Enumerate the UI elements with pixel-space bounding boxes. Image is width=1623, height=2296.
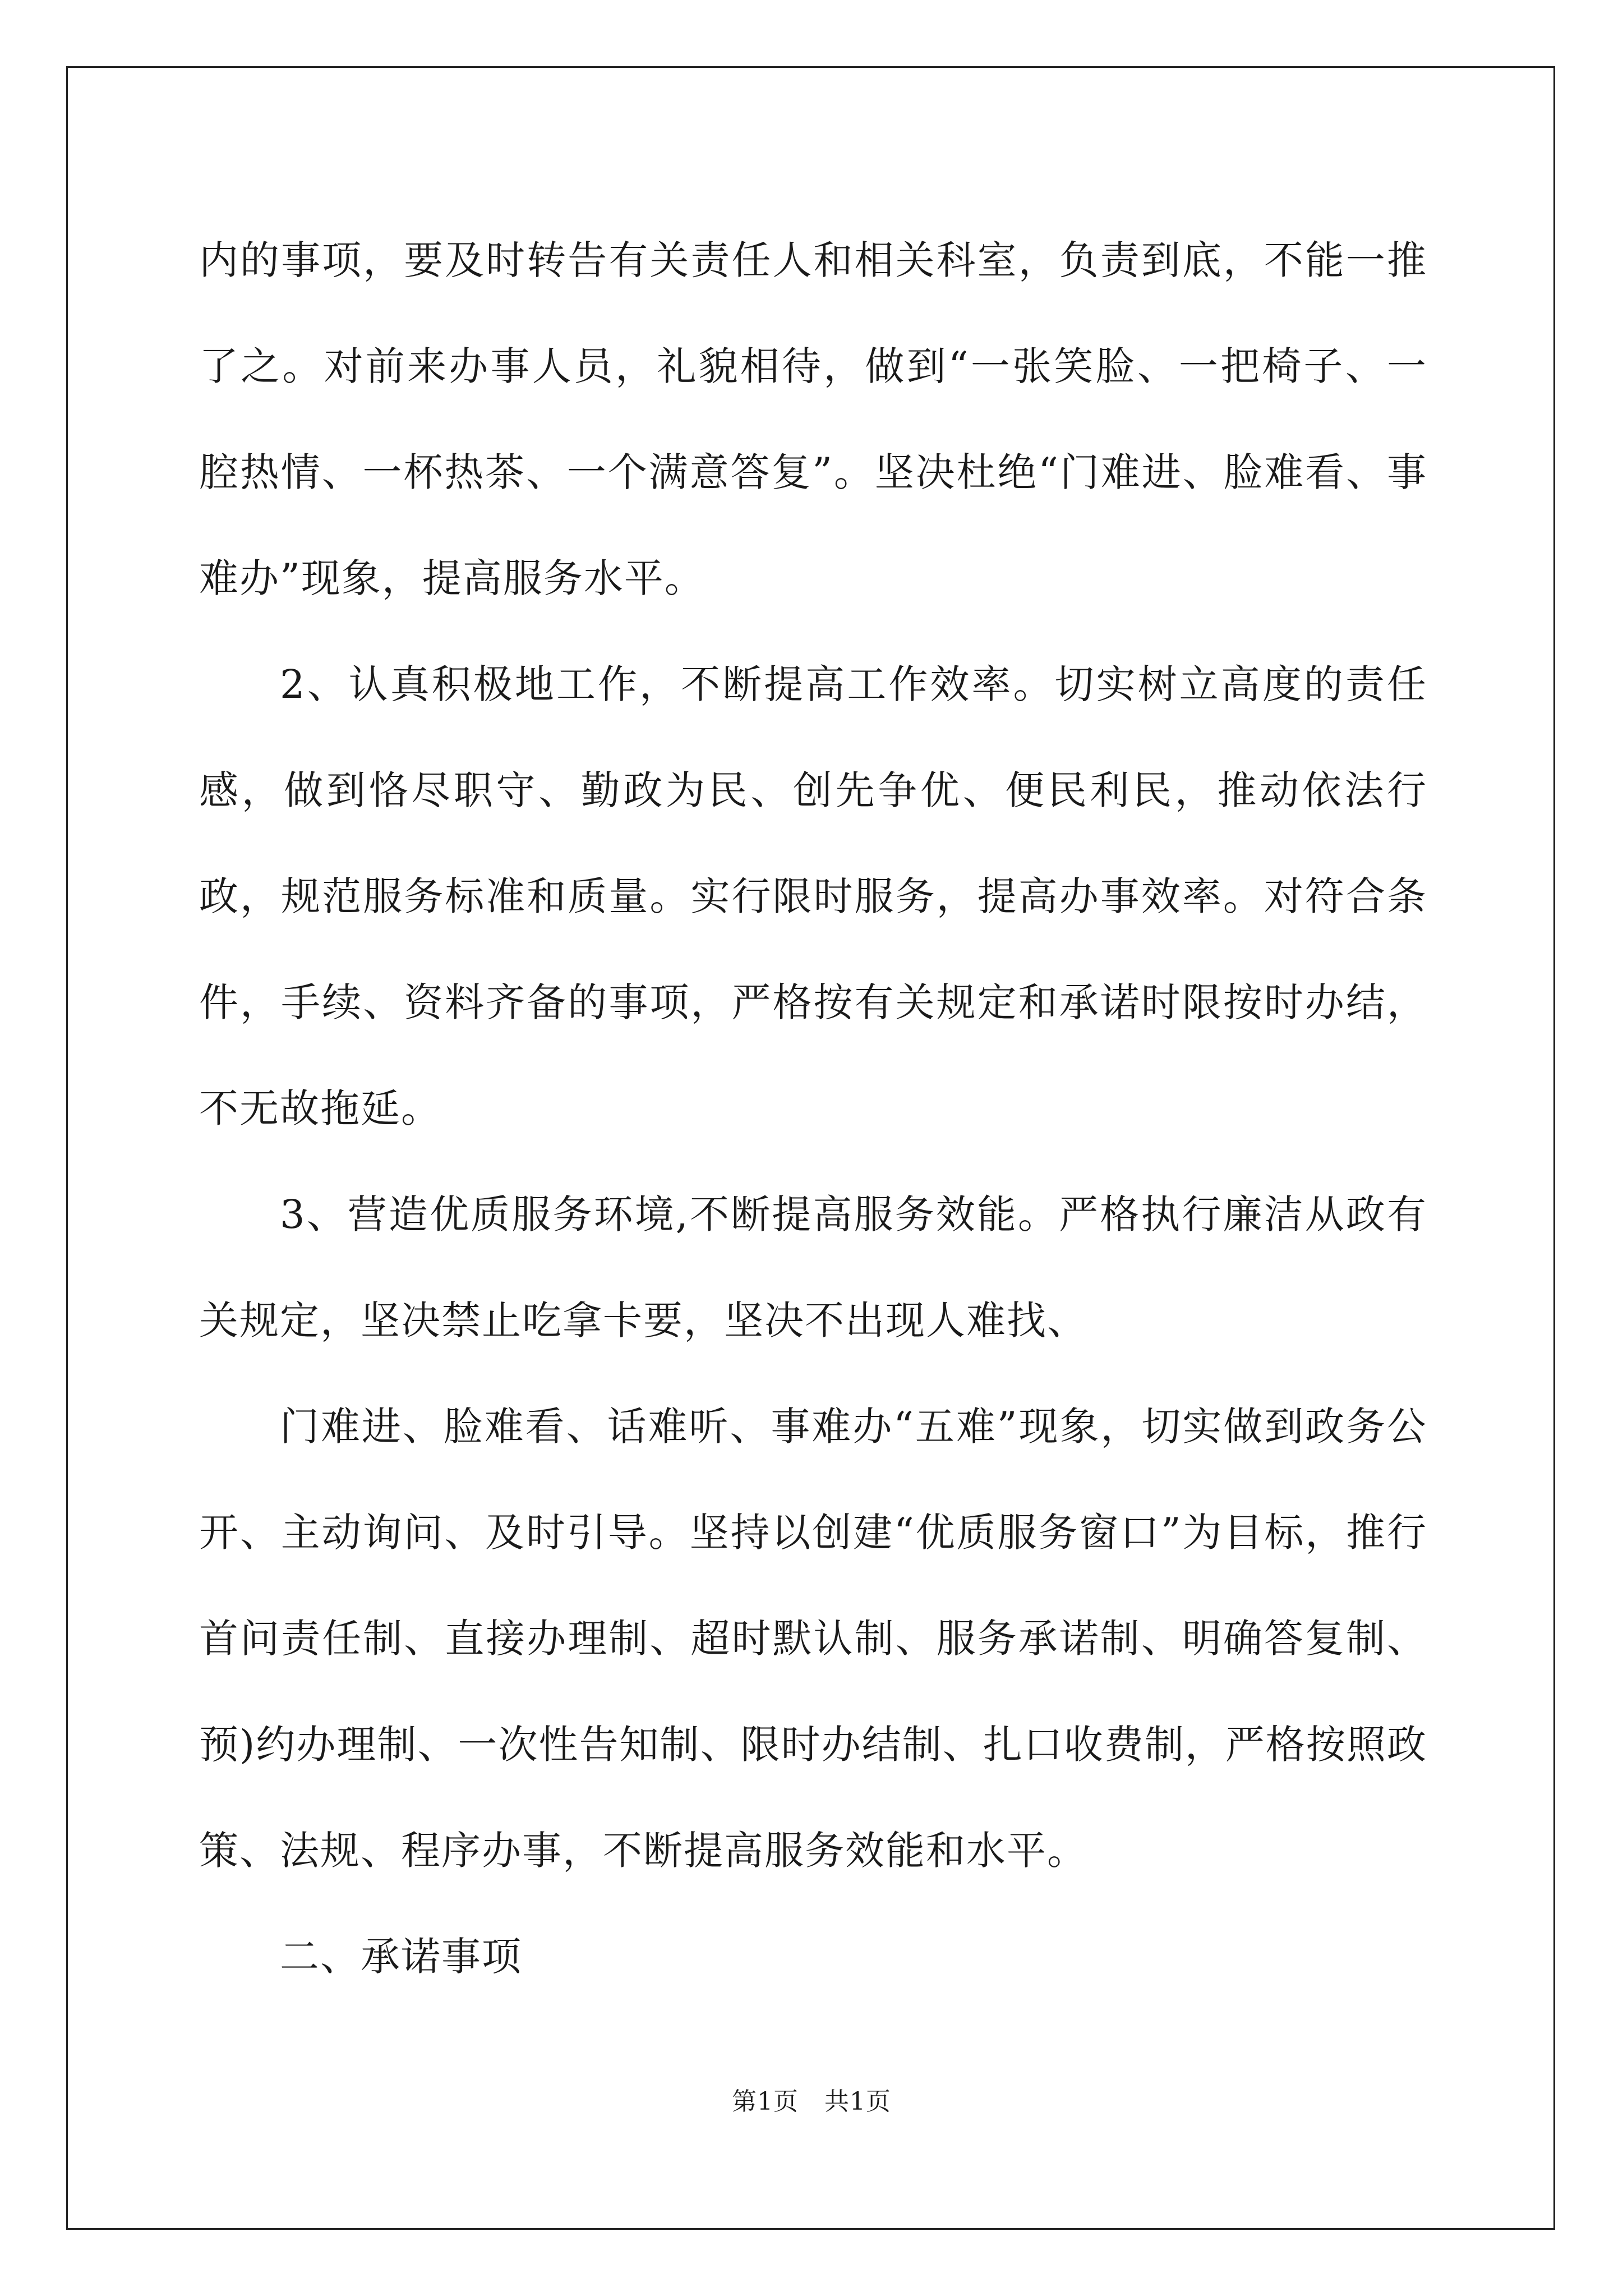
page-total: 共1页 xyxy=(824,2087,891,2116)
page-number: 第1页 xyxy=(732,2087,799,2116)
paragraph-item-2: 2、认真积极地工作，不断提高工作效率。切实树立高度的责任感，做到恪尽职守、勤政为民、创先争优、便民利民，推动依法行政，规范服务标准和质量。实行限时服务，提高办事效率。对符合条件，手续、资料齐备的事项，严格按有关规定和承诺时限按时办结，不无故拖延。 xyxy=(199,661,1427,1131)
paragraph-item-3: 3、营造优质服务环境,不断提高服务效能。严格执行廉洁从政有关规定，坚决禁止吃拿卡要，坚决不出现人难找、 xyxy=(199,1191,1427,1343)
document-body xyxy=(199,208,1427,2010)
page-footer xyxy=(0,2081,1623,2117)
paragraph-item-3-continued: 门难进、脸难看、话难听、事难办“五难”现象，切实做到政务公开、主动询问、及时引导。坚持以创建“优质服务窗口”为目标，推行首问责任制、直接办理制、超时默认制、服务承诺制、明确答复制、预)约办理制、一次性告知制、限时办结制、扎口收费制，严格按照政策、法规、程序办事，不断提高服务效能和水平。 xyxy=(199,1404,1427,1874)
paragraph-continuation: 内的事项，要及时转告有关责任人和相关科室，负责到底，不能一推了之。对前来办事人员，礼貌相待，做到“一张笑脸、一把椅子、一腔热情、一杯热茶、一个满意答复”。坚决杜绝“门难进、脸难看、事难办”现象，提高服务水平。 xyxy=(199,237,1427,601)
section-heading-commitments: 二、承诺事项 xyxy=(280,1934,522,1980)
